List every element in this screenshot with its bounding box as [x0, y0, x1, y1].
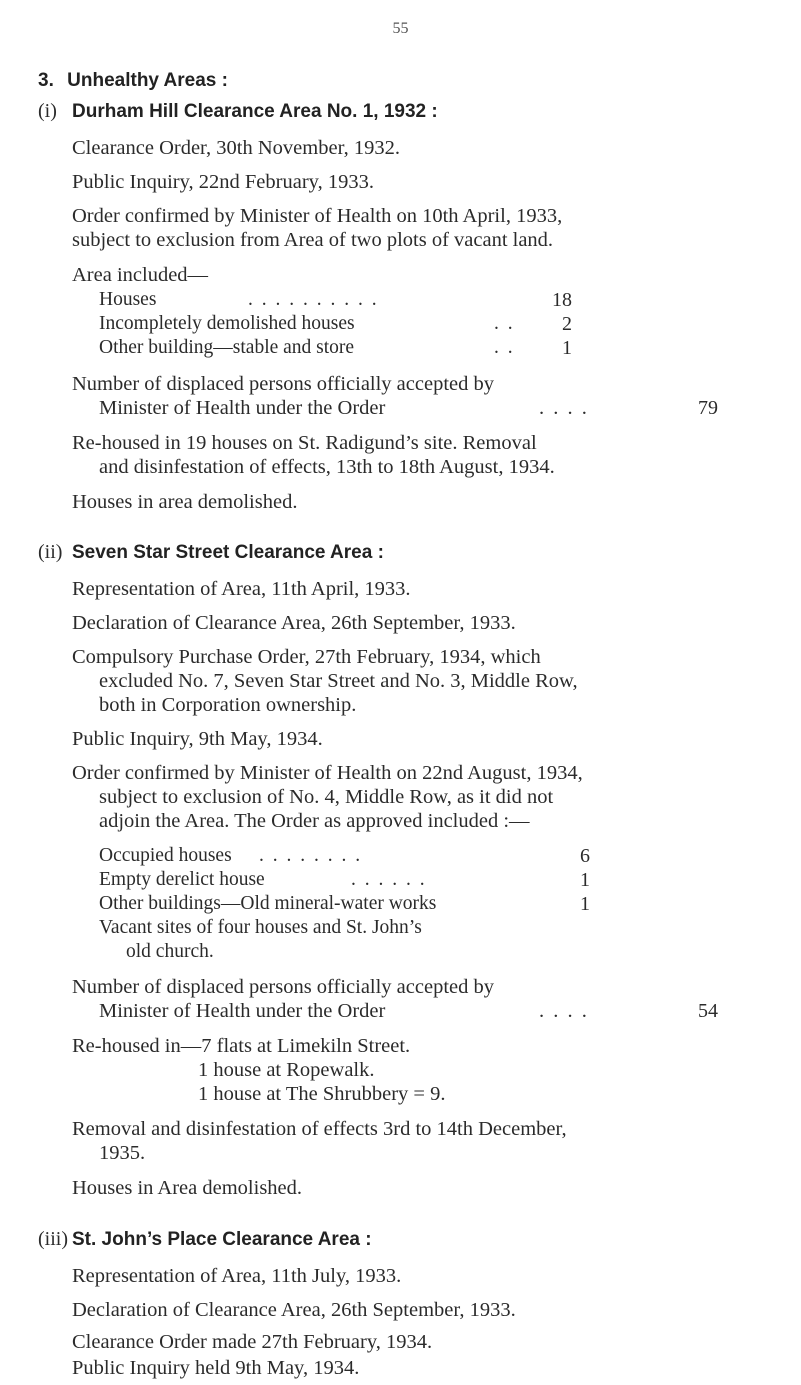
area2-rehoused-line: Re-housed in—7 flats at Limekiln Street.: [72, 1035, 411, 1057]
area1-item-value: 2: [562, 313, 572, 335]
area2-item-label: Empty derelict house: [99, 869, 265, 890]
area2-rehoused-line: 1 house at Ropewalk.: [198, 1059, 375, 1081]
area1-number: (i): [38, 100, 57, 122]
area2-line: Order confirmed by Minister of Health on 22nd August, 1934,: [72, 762, 583, 784]
area1-item-value: 18: [552, 289, 572, 311]
area1-displaced-value: 79: [698, 397, 718, 419]
area2-displaced-line2: Minister of Health under the Order: [99, 1000, 386, 1022]
area2-item-label: old church.: [126, 941, 214, 962]
area2-item-dots: . . . . . . . .: [259, 845, 363, 866]
area1-item-value: 1: [562, 337, 572, 359]
area3-line: Representation of Area, 11th July, 1933.: [72, 1265, 402, 1287]
area2-line: Declaration of Clearance Area, 26th September, 1933.: [72, 612, 516, 634]
area1-item-label: Incompletely demolished houses: [99, 313, 355, 334]
area1-demolished: Houses in area demolished.: [72, 491, 298, 513]
area2-item-label: Vacant sites of four houses and St. John’s: [99, 917, 422, 938]
area1-line: Area included—: [72, 264, 209, 286]
area1-line: subject to exclusion from Area of two plots of vacant land.: [72, 229, 554, 251]
area2-number: (ii): [38, 541, 63, 563]
area2-line: Compulsory Purchase Order, 27th February, 1934, which: [72, 646, 541, 668]
area1-displaced-line2: Minister of Health under the Order: [99, 397, 386, 419]
area2-displaced-line1: Number of displaced persons officially accepted by: [72, 976, 495, 998]
area1-rehoused-line2: and disinfestation of effects, 13th to 18th August, 1934.: [99, 456, 555, 478]
area2-rehoused-line: 1 house at The Shrubbery = 9.: [198, 1083, 446, 1105]
area2-displaced-value: 54: [698, 1000, 718, 1022]
section-heading: [38, 70, 228, 92]
area2-line: Representation of Area, 11th April, 1933.: [72, 578, 411, 600]
area2-demolished: Houses in Area demolished.: [72, 1177, 303, 1199]
area2-item-value: 1: [580, 893, 590, 915]
section-title: Unhealthy Areas :: [67, 70, 228, 91]
area3-number: (iii): [38, 1228, 68, 1250]
area1-line: Clearance Order, 30th November, 1932.: [72, 137, 400, 159]
area1-line: Order confirmed by Minister of Health on 10th April, 1933,: [72, 205, 563, 227]
area1-item-dots: . . . . . . . . . .: [248, 289, 379, 310]
area1-item-dots: . .: [494, 313, 515, 334]
area2-item-value: 1: [580, 869, 590, 891]
area2-title: Seven Star Street Clearance Area :: [72, 542, 384, 563]
area2-item-label: Occupied houses: [99, 845, 232, 866]
area1-displaced-dots: . . . .: [539, 397, 589, 419]
area2-line: both in Corporation ownership.: [99, 694, 357, 716]
area3-line: Declaration of Clearance Area, 26th September, 1933.: [72, 1299, 516, 1321]
area2-line: excluded No. 7, Seven Star Street and No. 3, Middle Row,: [99, 670, 578, 692]
area2-line: subject to exclusion of No. 4, Middle Row, as it did not: [99, 786, 554, 808]
area1-line: Public Inquiry, 22nd February, 1933.: [72, 171, 374, 193]
area2-removal-line1: Removal and disinfestation of effects 3rd to 14th December,: [72, 1118, 567, 1140]
area1-title: Durham Hill Clearance Area No. 1, 1932 :: [72, 101, 438, 122]
area3-line: Public Inquiry held 9th May, 1934.: [72, 1357, 360, 1379]
area1-item-label: Other building—stable and store: [99, 337, 355, 358]
page-number: 55: [392, 20, 409, 37]
area2-item-value: 6: [580, 845, 590, 867]
section-number: 3.: [38, 70, 54, 91]
area2-item-dots: . . . . . .: [351, 869, 427, 890]
area1-item-label: Houses: [99, 289, 157, 310]
area2-item-label: Other buildings—Old mineral-water works: [99, 893, 437, 914]
area2-line: adjoin the Area. The Order as approved included :—: [99, 810, 530, 832]
area3-title: St. John’s Place Clearance Area :: [72, 1229, 372, 1250]
area2-removal-line2: 1935.: [99, 1142, 146, 1164]
area3-line: Clearance Order made 27th February, 1934.: [72, 1331, 433, 1353]
area1-item-dots: . .: [494, 337, 515, 358]
area2-line: Public Inquiry, 9th May, 1934.: [72, 728, 323, 750]
area2-displaced-dots: . . . .: [539, 1000, 589, 1022]
area1-rehoused-line1: Re-housed in 19 houses on St. Radigund’s site. Removal: [72, 432, 537, 454]
area1-displaced-line1: Number of displaced persons officially accepted by: [72, 373, 495, 395]
